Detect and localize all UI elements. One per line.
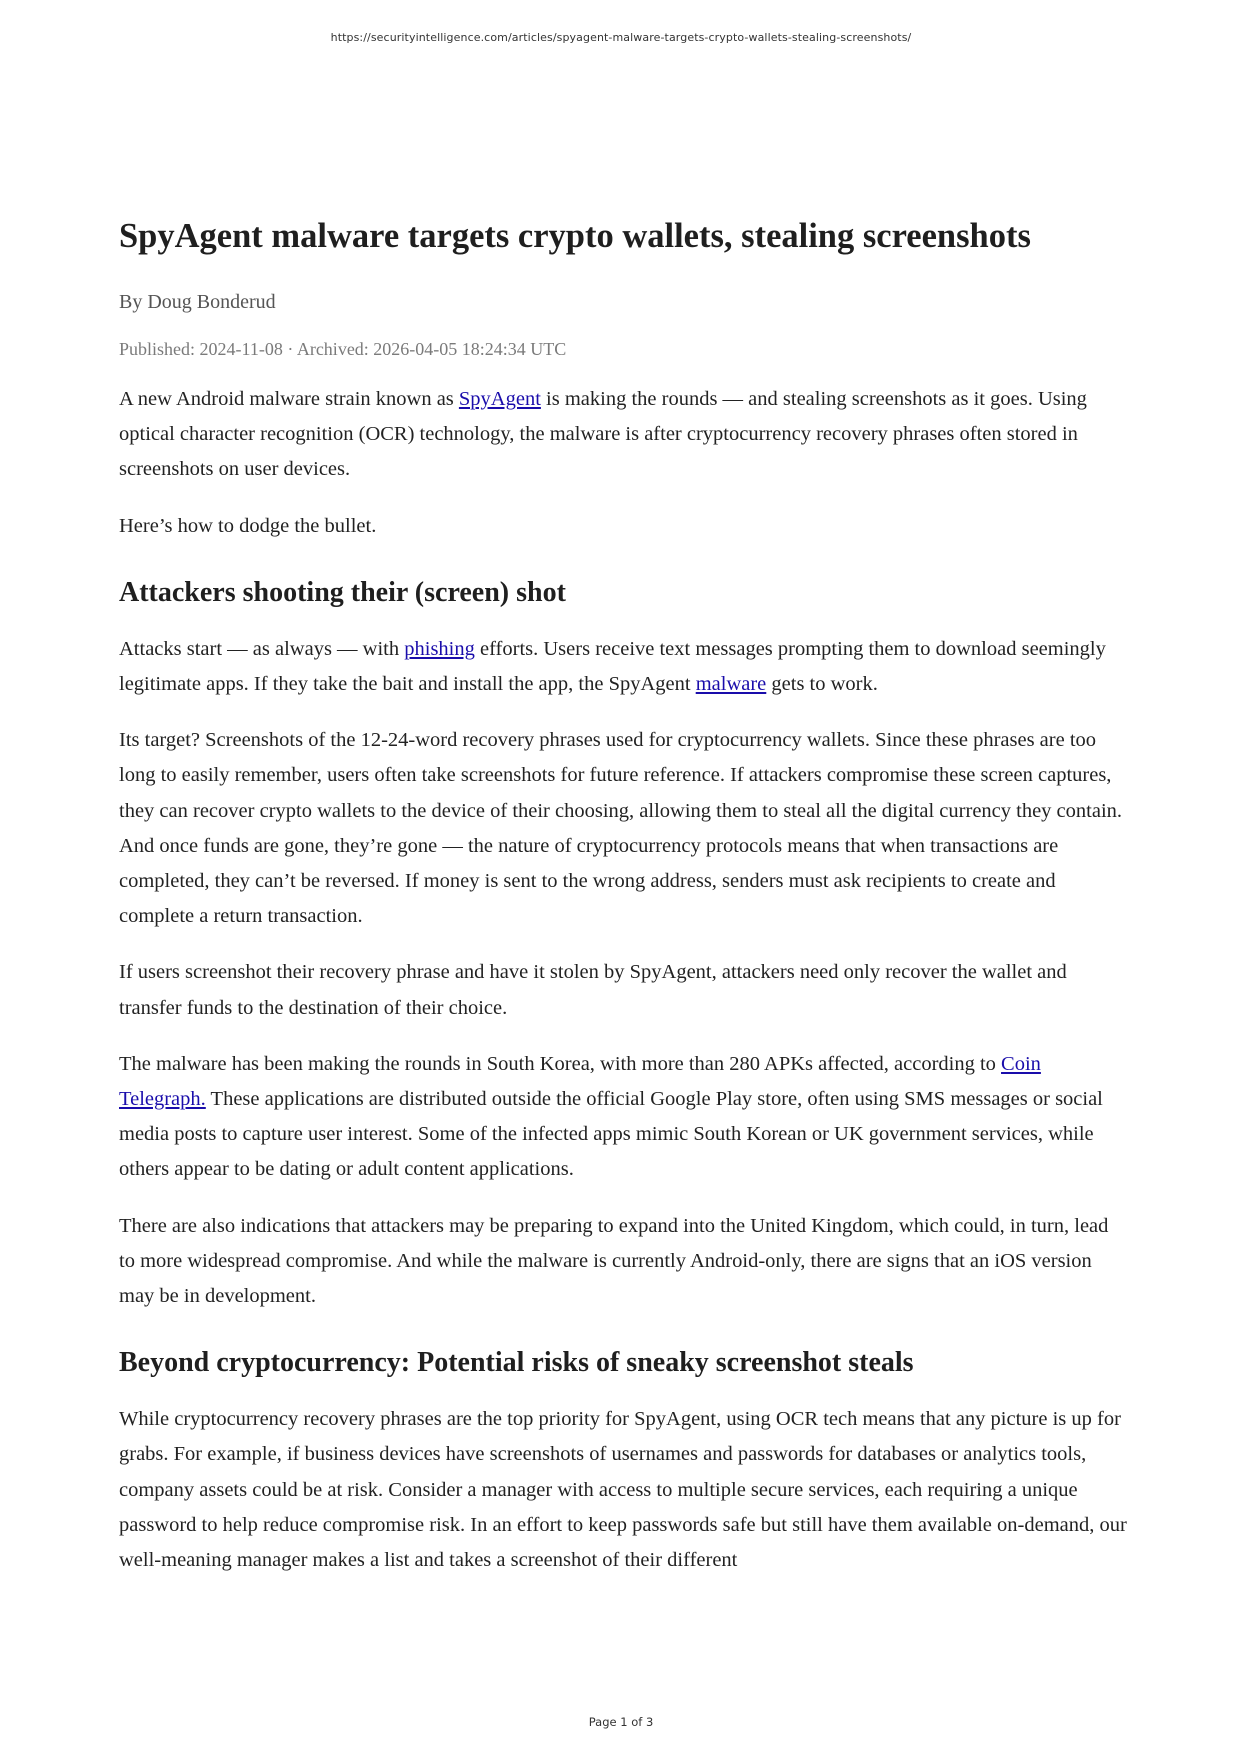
page-url: https://securityintelligence.com/articles/spyagent-malware-targets-crypto-wallets-stealing-screenshots/: [330, 31, 912, 44]
paragraph-text: gets to work.: [766, 673, 878, 696]
paragraph-expansion: There are also indications that attackers may be preparing to expand into the United Kingdom, which could, in turn, lead to more widespread compromise. And while the malware is currently Android-only, there are signs that an iOS version may be in development.: [119, 1214, 1109, 1308]
paragraph-attacks: [119, 632, 1129, 702]
coin-telegraph-link[interactable]: Coin Telegraph.: [119, 1052, 1041, 1111]
byline: By Doug Bonderud: [119, 291, 276, 313]
phishing-link[interactable]: phishing: [404, 637, 475, 660]
paragraph-ocr-risk: While cryptocurrency recovery phrases are the top priority for SpyAgent, using OCR tech means that any picture is up for grabs. For example, if business devices have screenshots of usernames and passwords for databases or analytics tools, company assets could be at risk. Consider a manager with access to multiple secure services, each requiring a unique password to help reduce compromise risk. In an effort to keep passwords safe but still have them available on-demand, our well-meaning manager makes a list and takes a screenshot of their different: [119, 1408, 1127, 1572]
paragraph-text: A new Android malware strain known as: [119, 388, 459, 410]
page-number: Page 1 of 3: [588, 1715, 654, 1729]
paragraph-intro: [119, 382, 1129, 488]
publication-meta: Published: 2024-11-08 · Archived: 2026-04-05 18:24:34 UTC: [119, 339, 567, 359]
paragraph-target: Its target? Screenshots of the 12-24-word recovery phrases used for cryptocurrency wallets. Since these phrases are too long to easily remember, users often take screenshots for future reference. If attackers compromise these screen captures, they can recover crypto wallets to the device of their choosing, allowing them to steal all the digital currency they contain. And once funds are gone, they’re gone — the nature of cryptocurrency protocols means that when transactions are completed, they can’t be reversed. If money is sent to the wrong address, senders must ask recipients to create and complete a return transaction.: [119, 729, 1123, 928]
paragraph-text: Attacks start — as always — with: [119, 637, 405, 660]
malware-link[interactable]: malware: [695, 673, 767, 696]
paragraph-dodge: Here’s how to dodge the bullet.: [119, 514, 377, 537]
article: [119, 212, 1129, 1599]
paragraph-stolen: If users screenshot their recovery phrase and have it stolen by SpyAgent, attackers need only recover the wallet and transfer funds to the destination of their choice.: [119, 961, 1067, 1019]
paragraph-south-korea: [119, 1047, 1129, 1188]
paragraph-text: These applications are distributed outside the official Google Play store, often using SMS messages or social media posts to capture user interest. Some of the infected apps mimic South Korean or UK government services, while others appear to be dating or adult content applications.: [119, 1088, 1103, 1181]
section-heading-beyond: Beyond cryptocurrency: Potential risks of sneaky screenshot steals: [119, 1347, 914, 1379]
article-title: SpyAgent malware targets crypto wallets, stealing screenshots: [119, 217, 1031, 255]
paragraph-text: The malware has been making the rounds in South Korea, with more than 280 APKs affected, according to: [119, 1052, 1002, 1075]
section-heading-attackers: Attackers shooting their (screen) shot: [119, 576, 566, 608]
paragraph-text: is making the rounds — and stealing screenshots as it goes. Using optical character recognition (OCR) technology, the malware is after cryptocurrency recovery phrases often stored in screenshots on user devices.: [119, 388, 1087, 481]
spyagent-link[interactable]: SpyAgent: [458, 388, 541, 410]
paragraph-text: efforts. Users receive text messages prompting them to download seemingly legitimate apps. If they take the bait and install the app, the SpyAgent: [119, 637, 1106, 696]
